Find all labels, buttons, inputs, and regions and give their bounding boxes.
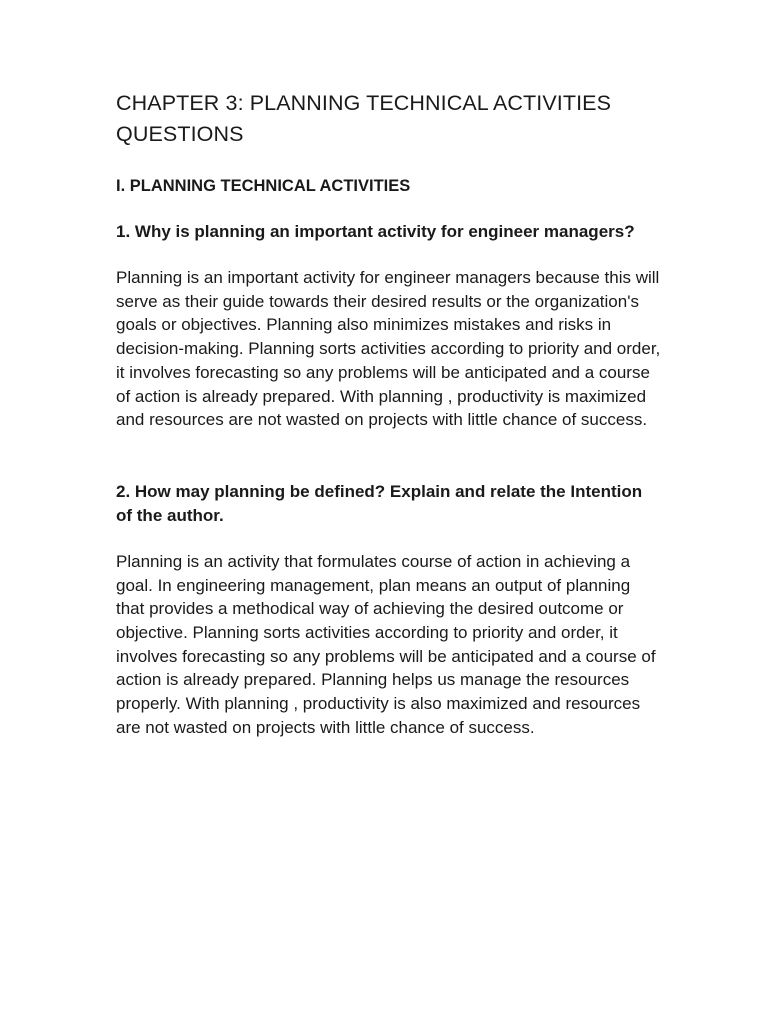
document-page <box>116 88 661 740</box>
section-heading: I. PLANNING TECHNICAL ACTIVITIES <box>116 177 411 195</box>
question-block-2 <box>116 480 661 740</box>
answer-1: Planning is an important activity for engineer managers because this will serve as their guide towards their desired results or the organization's goals or objectives. Planning also minimizes mistakes and risks in decision-making. Planning sorts activities according to priority and order, it involves forecasting so any problems will be anticipated and a course of action is already prepared. With planning , productivity is maximized and resources are not wasted on projects with little chance of success. <box>116 268 661 430</box>
question-block-1 <box>116 220 661 432</box>
chapter-title: CHAPTER 3: PLANNING TECHNICAL ACTIVITIES QUESTIONS <box>116 91 612 146</box>
question-1: 1. Why is planning an important activity for engineer managers? <box>116 222 635 241</box>
answer-2: Planning is an activity that formulates course of action in achieving a goal. In engineering management, plan means an output of planning that provides a methodical way of achieving the desired outcome or objective. Planning sorts activities according to priority and order, it involves forecasting so any problems will be anticipated and a course of action is already prepared. Planning helps us manage the resources properly. With planning , productivity is also maximized and resources are not wasted on projects with little chance of success. <box>116 551 656 737</box>
question-2: 2. How may planning be defined? Explain and relate the Intention of the author. <box>116 481 643 525</box>
